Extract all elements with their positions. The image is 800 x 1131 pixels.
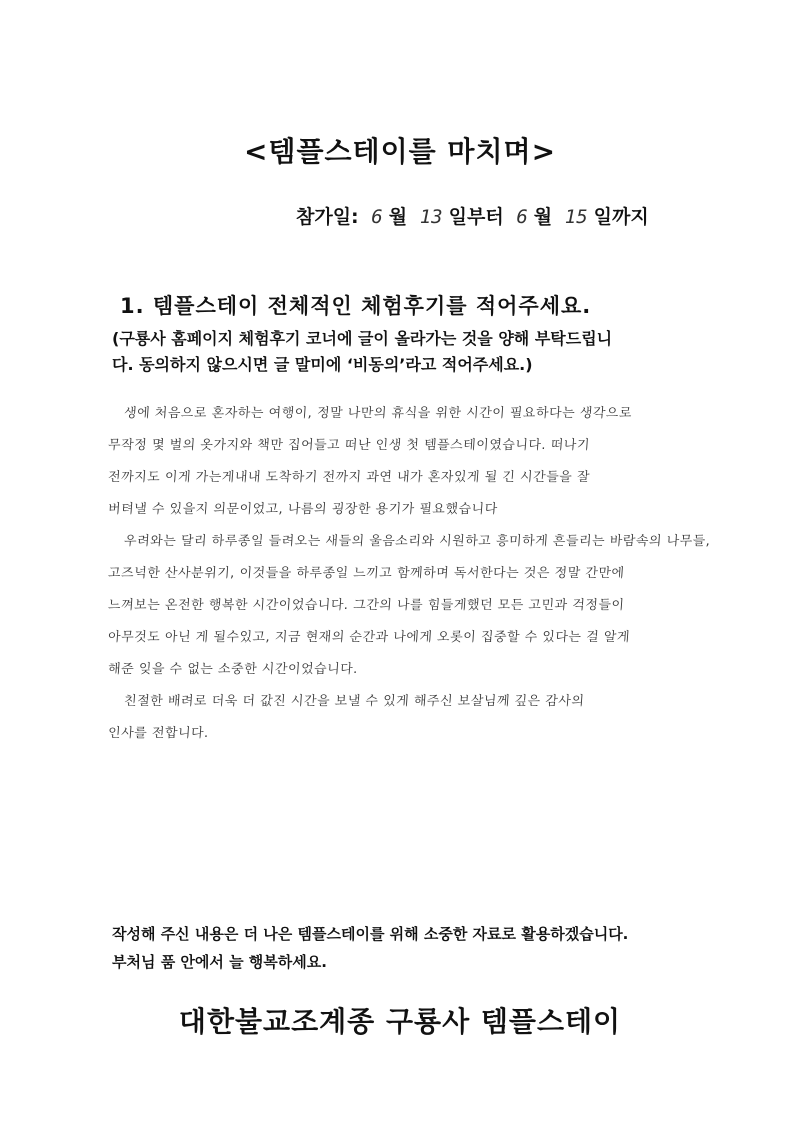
review-line: 고즈넉한 산사분위기, 이것들을 하루종일 느끼고 함께하며 독서한다는 것은 정말 간만에 xyxy=(107,566,625,581)
end-month: 6 xyxy=(516,206,528,228)
review-line: 우려와는 달리 하루종일 들려오는 새들의 울음소리와 시원하고 흥미하게 흔들리는 바람속의 나무들, xyxy=(123,534,711,549)
review-line: 친절한 배려로 더욱 더 값진 시간을 보낼 수 있게 해주신 보살님께 깊은 감사의 xyxy=(123,694,585,709)
participation-dates xyxy=(296,202,649,229)
review-line: 버텨낼 수 있을지 의문이었고, 나름의 굉장한 용기가 필요했습니다 xyxy=(107,502,499,517)
organization-name: 대한불교조계종 구룡사 템플스테이 xyxy=(178,1005,622,1038)
start-month: 6 xyxy=(371,206,383,228)
start-day: 13 xyxy=(419,206,443,228)
closing-line: 작성해 주신 내용은 더 나은 템플스테이를 위해 소중한 자료로 활용하겠습니다. xyxy=(112,925,629,943)
consent-note xyxy=(112,326,712,378)
end-month-unit: 월 xyxy=(533,206,553,228)
review-line: 해준 잊을 수 없는 소중한 시간이었습니다. xyxy=(107,662,359,677)
consent-note-line: (구룡사 홈페이지 체험후기 코너에 글이 올라가는 것을 양해 부탁드립니 xyxy=(112,329,613,348)
review-line: 생에 처음으로 혼자하는 여행이, 정말 나만의 휴식을 위한 시간이 필요하다는 생각으로 xyxy=(123,406,633,421)
question-heading: 1. 템플스테이 전체적인 체험후기를 적어주세요. xyxy=(120,294,592,318)
review-line: 인사를 전합니다. xyxy=(107,726,210,741)
review-line: 전까지도 이게 가는게내내 도착하기 전까지 과연 내가 혼자있게 될 긴 시간들을 잘 xyxy=(107,470,591,485)
consent-note-line: 다. 동의하지 않으시면 글 말미에 ‘비동의’라고 적어주세요.) xyxy=(112,355,533,374)
end-suffix: 일까지 xyxy=(593,206,649,228)
start-month-unit: 월 xyxy=(388,206,408,228)
closing-line: 부처님 품 안에서 늘 행복하세요. xyxy=(112,953,327,971)
start-suffix: 일부터 xyxy=(448,206,504,228)
review-line: 아무것도 아닌 게 될수있고, 지금 현재의 순간과 나에게 오롯이 집중할 수 있다는 걸 알게 xyxy=(107,630,631,645)
closing-message xyxy=(112,920,628,976)
page-title: <템플스테이를 마치며> xyxy=(243,135,557,168)
end-day: 15 xyxy=(564,206,588,228)
review-line: 느껴보는 온전한 행복한 시간이었습니다. 그간의 나를 힘들게했던 모든 고민과 걱정들이 xyxy=(107,598,625,613)
handwritten-review xyxy=(107,398,711,750)
participation-label: 참가일: xyxy=(296,206,359,228)
review-line: 무작정 몇 벌의 옷가지와 책만 집어들고 떠난 인생 첫 템플스테이였습니다. 떠나기 xyxy=(107,438,591,453)
